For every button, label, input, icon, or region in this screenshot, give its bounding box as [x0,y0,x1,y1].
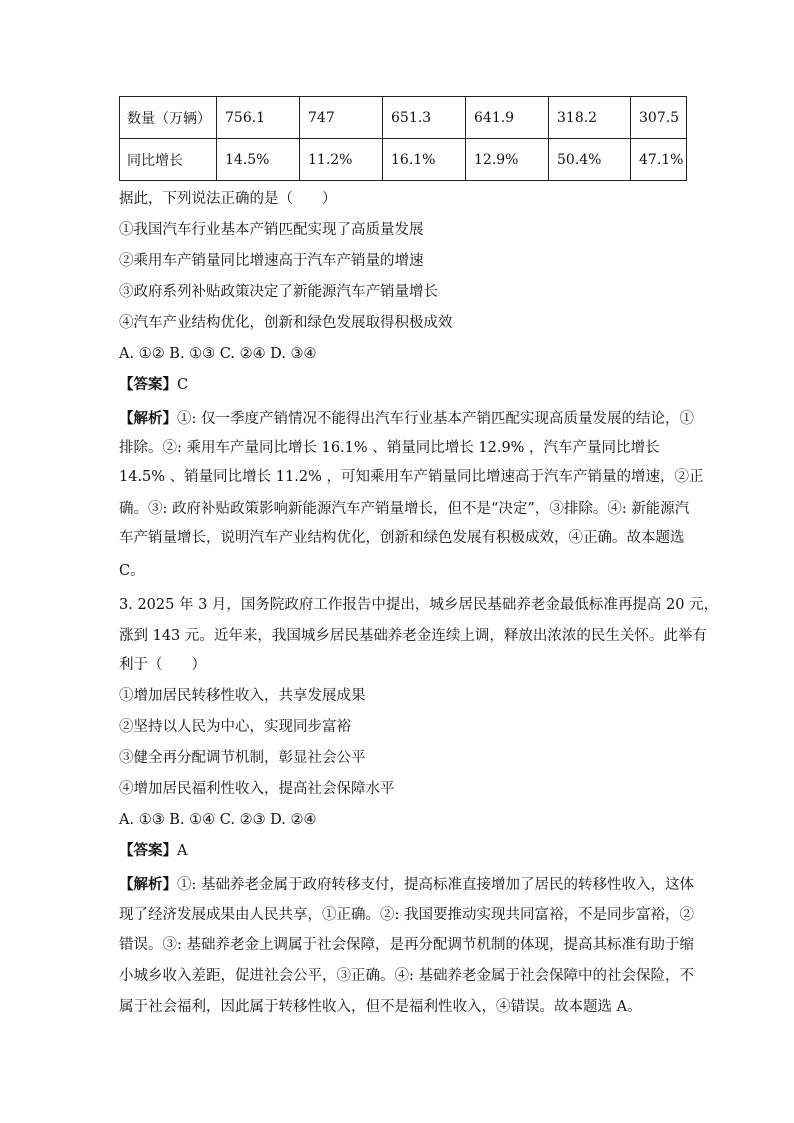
q2-analysis-line: 排除。②: 乘用车产量同比增长 16.1% 、销量同比增长 12.9% ，汽车产量同比增长 [119,440,660,456]
q2-analysis-line: 14.5% 、销量同比增长 11.2% ，可知乘用车产销量同比增速高于汽车产销量的增速，②正 [119,469,704,485]
vehicle-data-table [119,96,687,181]
q3-option: ①增加居民转移性收入，共享发展成果 [119,688,366,704]
table-cell: 数量（万辆） [120,97,217,139]
q3-option: ②坚持以人民为中心，实现同步富裕 [119,719,351,735]
analysis-tag: 【解析】 [119,876,177,893]
table-cell: 747 [300,97,383,139]
q3-analysis-line: 小城乡收入差距，促进社会公平，③正确。④: 基础养老金属于社会保障中的社会保险，不 [119,968,694,984]
table-cell: 641.9 [466,97,549,139]
table-cell: 47.1% [631,139,687,181]
q2-analysis-line: C。 [119,563,145,579]
q2-analysis-line: 确。③: 政府补贴政策影响新能源汽车产销量增长，但不是“决定”，③排除。④: 新能源汽 [119,501,690,517]
answer-tag: 【答案】 [119,842,177,859]
q2-option: ②乘用车产销量同比增速高于汽车产销量的增速 [119,253,424,269]
q3-stem-line: 3. 2025 年 3 月，国务院政府工作报告中提出，城乡居民基础养老金最低标准再提高 20 元， [119,597,719,613]
table-cell: 11.2% [300,139,383,181]
q3-stem-line: 利于（ ） [119,657,206,673]
answer-value: C [177,377,189,393]
q2-option: ③政府系列补贴政策决定了新能源汽车产销量增长 [119,284,438,300]
table-cell: 14.5% [217,139,300,181]
q2-option: ④汽车产业结构优化，创新和绿色发展取得积极成效 [119,315,453,331]
q2-analysis-line: 车产销量增长，说明汽车产业结构优化，创新和绿色发展有积极成效，④正确。故本题选 [119,530,685,546]
table-cell: 756.1 [217,97,300,139]
q2-choices: A. ①② B. ①③ C. ②④ D. ③④ [119,346,317,362]
analysis-text: ①: 基础养老金属于政府转移支付，提高标准直接增加了居民的转移性收入，这体 [177,877,694,893]
table-cell: 651.3 [383,97,466,139]
q3-choices: A. ①③ B. ①④ C. ②③ D. ②④ [119,812,317,828]
answer-value: A [177,843,188,859]
q3-analysis-line: 错误。③: 基础养老金上调属于社会保障，是再分配调节机制的体现，提高其标准有助于缩 [119,937,694,953]
table-cell: 16.1% [383,139,466,181]
q3-option: ③健全再分配调节机制，彰显社会公平 [119,750,366,766]
answer-tag: 【答案】 [119,376,177,393]
table-row-quantity [120,97,687,139]
analysis-text: ①: 仅一季度产销情况不能得出汽车行业基本产销匹配实现高质量发展的结论，① [177,411,694,427]
q2-analysis-line [119,409,694,429]
q3-analysis-line [119,875,694,895]
table-row-growth [120,139,687,181]
q2-stem: 据此，下列说法正确的是（ ） [119,191,337,207]
q3-analysis-line: 属于社会福利，因此属于转移性收入，但不是福利性收入，④错误。故本题选 A。 [119,999,642,1015]
table-cell: 307.5 [631,97,687,139]
q3-stem-line: 涨到 143 元。近年来，我国城乡居民基础养老金连续上调，释放出浓浓的民生关怀。此举有 [119,628,707,644]
q3-option: ④增加居民福利性收入，提高社会保障水平 [119,781,395,797]
q3-analysis-line: 现了经济发展成果由人民共享，①正确。②: 我国要推动实现共同富裕，不是同步富裕，② [119,907,694,923]
q3-answer [119,841,187,861]
table-cell: 12.9% [466,139,549,181]
table-cell: 同比增长 [120,139,217,181]
table-cell: 318.2 [549,97,631,139]
analysis-tag: 【解析】 [119,410,177,427]
table-cell: 50.4% [549,139,631,181]
q2-option: ①我国汽车行业基本产销匹配实现了高质量发展 [119,222,424,238]
q2-answer [119,375,188,395]
